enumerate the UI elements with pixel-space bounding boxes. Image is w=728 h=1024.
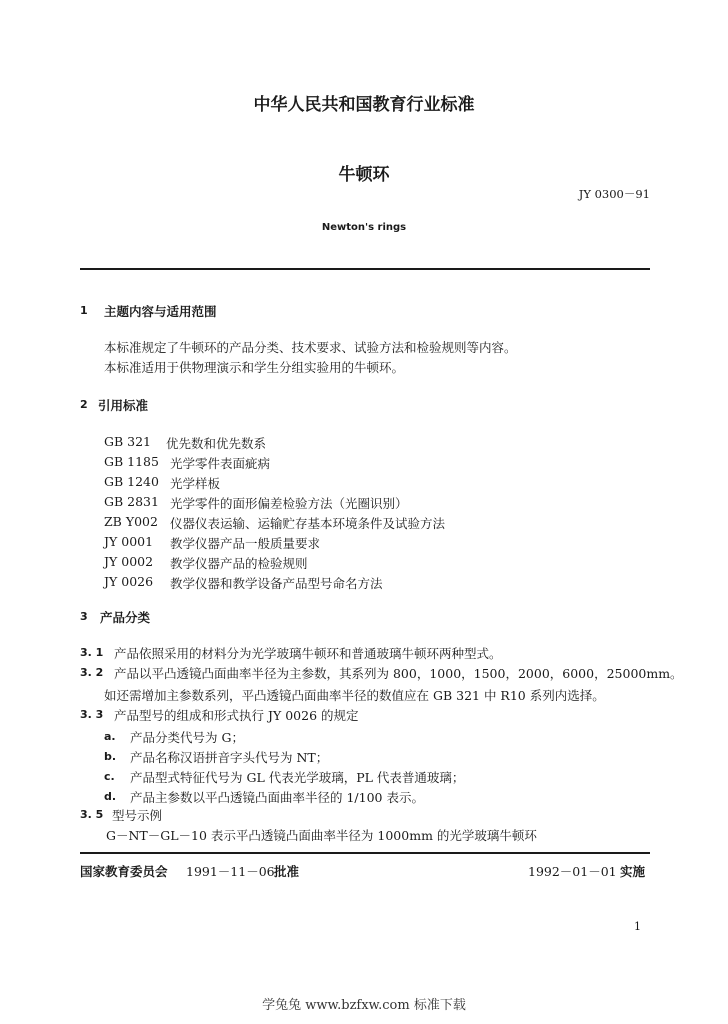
clause-3-5-number: 3. 5: [80, 808, 104, 821]
watermark: 学兔兔 www.bzfxw.com 标准下载: [262, 998, 466, 1013]
ref-title: 教学仪器产品的检验规则: [170, 556, 308, 571]
approve-date: 1991－11－06: [186, 864, 275, 879]
list-item-text: 产品分类代号为 G；: [130, 730, 244, 745]
ref-code: ZB Y002: [104, 514, 158, 529]
section-1-heading: 主题内容与适用范围: [104, 304, 217, 319]
section-3-number: 3: [80, 610, 88, 623]
ref-code: GB 1185: [104, 454, 159, 469]
clause-3-3-number: 3. 3: [80, 708, 104, 721]
ref-code: GB 2831: [104, 494, 159, 509]
english-title: Newton's rings: [321, 222, 407, 233]
ref-code: JY 0001: [104, 534, 154, 549]
issuer: 国家教育委员会: [80, 864, 168, 879]
header-rule: [80, 268, 650, 270]
clause-3-2-number: 3. 2: [80, 666, 104, 679]
list-item-label: a.: [104, 730, 116, 743]
list-item-text: 产品主参数以平凸透镜凸面曲率半径的 1/100 表示。: [130, 790, 424, 805]
section-3-heading: 产品分类: [100, 610, 151, 625]
ref-code: JY 0026: [104, 574, 154, 589]
ref-code: GB 1240: [104, 474, 159, 489]
page-number: 1: [634, 920, 641, 933]
ref-title: 光学零件的面形偏差检验方法（光圈识别）: [170, 496, 408, 511]
ref-title: 光学样板: [170, 476, 221, 491]
clause-3-3-text: 产品型号的组成和形式执行 JY 0026 的规定: [114, 708, 359, 723]
list-item-label: b.: [104, 750, 117, 763]
implementation-date: 1992－01－01: [528, 864, 617, 879]
ref-title: 教学仪器和教学设备产品型号命名方法: [170, 576, 383, 591]
ref-code: GB 321: [104, 434, 152, 449]
clause-3-1-text: 产品依照采用的材料分为光学玻璃牛顿环和普通玻璃牛顿环两种型式。: [114, 646, 502, 661]
clause-3-2-continuation: 如还需增加主参数系列，平凸透镜凸面曲率半径的数值应在 GB 321 中 R10 系列内选择。: [104, 688, 605, 703]
section-2-number: 2: [80, 398, 88, 411]
org-title: 中华人民共和国教育行业标准: [253, 95, 475, 115]
ref-title: 教学仪器产品一般质量要求: [170, 536, 321, 551]
approve-label: 批准: [274, 864, 300, 879]
list-item-label: d.: [104, 790, 117, 803]
section-1-para-1: 本标准规定了牛顿环的产品分类、技术要求、试验方法和检验规则等内容。: [104, 340, 517, 355]
clause-3-2-text: 产品以平凸透镜凸面曲率半径为主参数，其系列为 800，1000，1500，2000，6000，25000mm。: [114, 666, 683, 681]
clause-3-1-number: 3. 1: [80, 646, 104, 659]
ref-title: 光学零件表面疵病: [170, 456, 271, 471]
section-1-para-2: 本标准适用于供物理演示和学生分组实验用的牛顿环。: [104, 360, 405, 375]
ref-title: 仪器仪表运输、运输贮存基本环境条件及试验方法: [170, 516, 446, 531]
implementation-label: 实施: [620, 864, 646, 879]
doc-title: 牛顿环: [338, 165, 390, 185]
section-1-number: 1: [80, 304, 88, 317]
ref-title: 优先数和优先数系: [166, 436, 267, 451]
list-item-text: 产品型式特征代号为 GL 代表光学玻璃，PL 代表普通玻璃；: [130, 770, 465, 785]
footer-rule: [80, 852, 650, 854]
clause-3-5-heading: 型号示例: [112, 808, 163, 823]
list-item-text: 产品名称汉语拼音字头代号为 NT；: [130, 750, 329, 765]
section-2-heading: 引用标准: [98, 398, 149, 413]
list-item-label: c.: [104, 770, 115, 783]
standard-code: JY 0300－91: [578, 187, 650, 201]
ref-code: JY 0002: [104, 554, 154, 569]
model-example: G－NT－GL－10 表示平凸透镜凸面曲率半径为 1000mm 的光学玻璃牛顿环: [106, 828, 537, 843]
